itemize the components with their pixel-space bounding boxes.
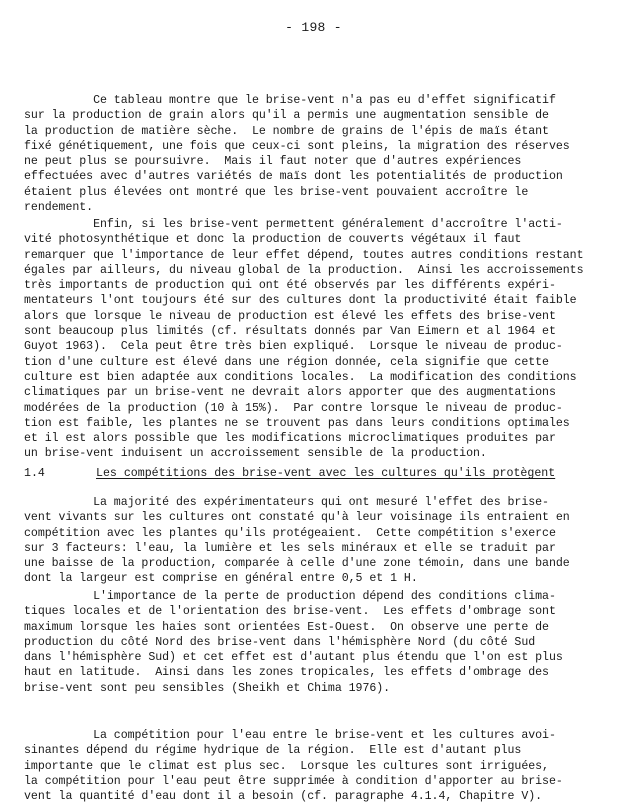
paragraph-1 (24, 93, 614, 215)
text-line: importante que le climat est plus sec. Lorsque les cultures sont irriguées, (24, 759, 549, 773)
paragraph-4 (24, 589, 614, 696)
section-number: 1.4 (24, 467, 45, 480)
text-line: la production de matière sèche. Le nombre de grains de l'épis de maïs étant (24, 124, 549, 138)
paragraph-3 (24, 495, 614, 587)
text-line: sinantes dépend du régime hydrique de la région. Elle est d'autant plus (24, 744, 522, 758)
text-line: Enfin, si les brise-vent permettent généralement d'accroître l'acti- (24, 218, 563, 231)
text-line: rendement. (24, 201, 94, 215)
text-line: vent vivants sur les cultures ont constaté qu'à leur voisinage ils entraient en (24, 511, 570, 525)
text-line: une baisse de la production, comparée à celle d'une zone témoin, dans une bande (24, 557, 570, 571)
text-line: remarquer que l'importance de leur effet dépend, toutes autres conditions restant (24, 248, 584, 262)
text-line: climatiques par un brise-vent ne devrait alors apporter que des augmentations (24, 386, 556, 400)
text-line: vité photosynthétique et donc la production de couverts végétaux il faut (24, 233, 522, 247)
text-line: effectuées avec d'autres variétés de maïs dont les potentialités de production (24, 170, 563, 184)
text-line: La compétition pour l'eau entre le brise-vent et les cultures avoi- (24, 729, 556, 742)
section-heading (24, 466, 614, 481)
text-line: mentateurs l'ont toujours été sur des cultures dont la productivité était faible (24, 294, 577, 308)
text-line: étaient plus élevées ont montré que les brise-vent pouvaient accroître le (24, 185, 529, 199)
text-line: vent la quantité d'eau dont il a besoin (cf. paragraphe 4.1.4, Chapitre V). (24, 790, 543, 804)
paragraph-2 (24, 217, 614, 462)
text-line: alors que lorsque le niveau de production est élevé les effets des brise-vent (24, 309, 556, 323)
text-line: et il est alors possible que les modifications microclimatiques produites par (24, 432, 556, 446)
text-line: un brise-vent induisent un accroissement sensible de la production. (24, 447, 487, 461)
text-line: production du côté Nord des brise-vent dans l'hémisphère Nord (du côté Sud (24, 635, 536, 649)
text-line: haut en latitude. Ainsi dans les zones tropicales, les effets d'ombrage des (24, 666, 549, 680)
text-line: brise-vent sont peu sensibles (Sheikh et Chima 1976). (24, 681, 391, 695)
text-line: sur la production de grain alors qu'il a permis une augmentation sensible de (24, 109, 549, 123)
text-line: tion d'une culture est élevé dans une région donnée, cela signifie que cette (24, 355, 549, 369)
text-line: tion est faible, les plantes ne se trouvent pas dans leurs conditions optimales (24, 416, 570, 430)
text-line: sur 3 facteurs: l'eau, la lumière et les sels minéraux et elle se traduit par (24, 541, 556, 555)
text-line: tiques locales et de l'orientation des brise-vent. Les effets d'ombrage sont (24, 605, 556, 619)
paragraph-5 (24, 728, 614, 804)
text-line: dans l'hémisphère Sud) et cet effet est d'autant plus étendu que l'on est plus (24, 651, 563, 665)
section-title: Les compétitions des brise-vent avec les cultures qu'ils protègent (96, 467, 556, 480)
text-line: compétition avec les plantes qu'ils protégeaient. Cette compétition s'exerce (24, 526, 556, 540)
text-line: La majorité des expérimentateurs qui ont mesuré l'effet des brise- (24, 496, 549, 509)
text-line: culture est bien adaptée aux conditions locales. La modification des conditions (24, 370, 577, 384)
text-line: la compétition pour l'eau peut être supprimée à condition d'apporter au brise- (24, 774, 563, 788)
text-line: ne peut plus se poursuivre. Mais il faut noter que d'autres expériences (24, 155, 522, 169)
text-line: fixé génétiquement, une fois que ceux-ci sont pleins, la migration des réserves (24, 139, 570, 153)
text-line: sont beaucoup plus limités (cf. résultats donnés par Van Eimern et al 1964 et (24, 325, 556, 339)
page-number: - 198 - (285, 20, 342, 35)
text-line: Guyot 1963). Cela peut être très bien expliqué. Lorsque le niveau de produc- (24, 340, 563, 354)
text-line: dont la largeur est comprise en général entre 0,5 et 1 H. (24, 572, 418, 586)
text-line: Ce tableau montre que le brise-vent n'a pas eu d'effet significatif (24, 94, 556, 107)
text-line: modérées de la production (10 à 15%). Par contre lorsque le niveau de produc- (24, 401, 563, 415)
text-line: L'importance de la perte de production dépend des conditions clima- (24, 590, 556, 603)
text-line: maximum lorsque les haies sont orientées Est-Ouest. On observe une perte de (24, 620, 549, 634)
text-line: égales par ailleurs, du niveau global de la production. Ainsi les accroissements (24, 263, 584, 277)
text-line: très importants de production qui ont été observés par les différents expéri- (24, 279, 556, 293)
